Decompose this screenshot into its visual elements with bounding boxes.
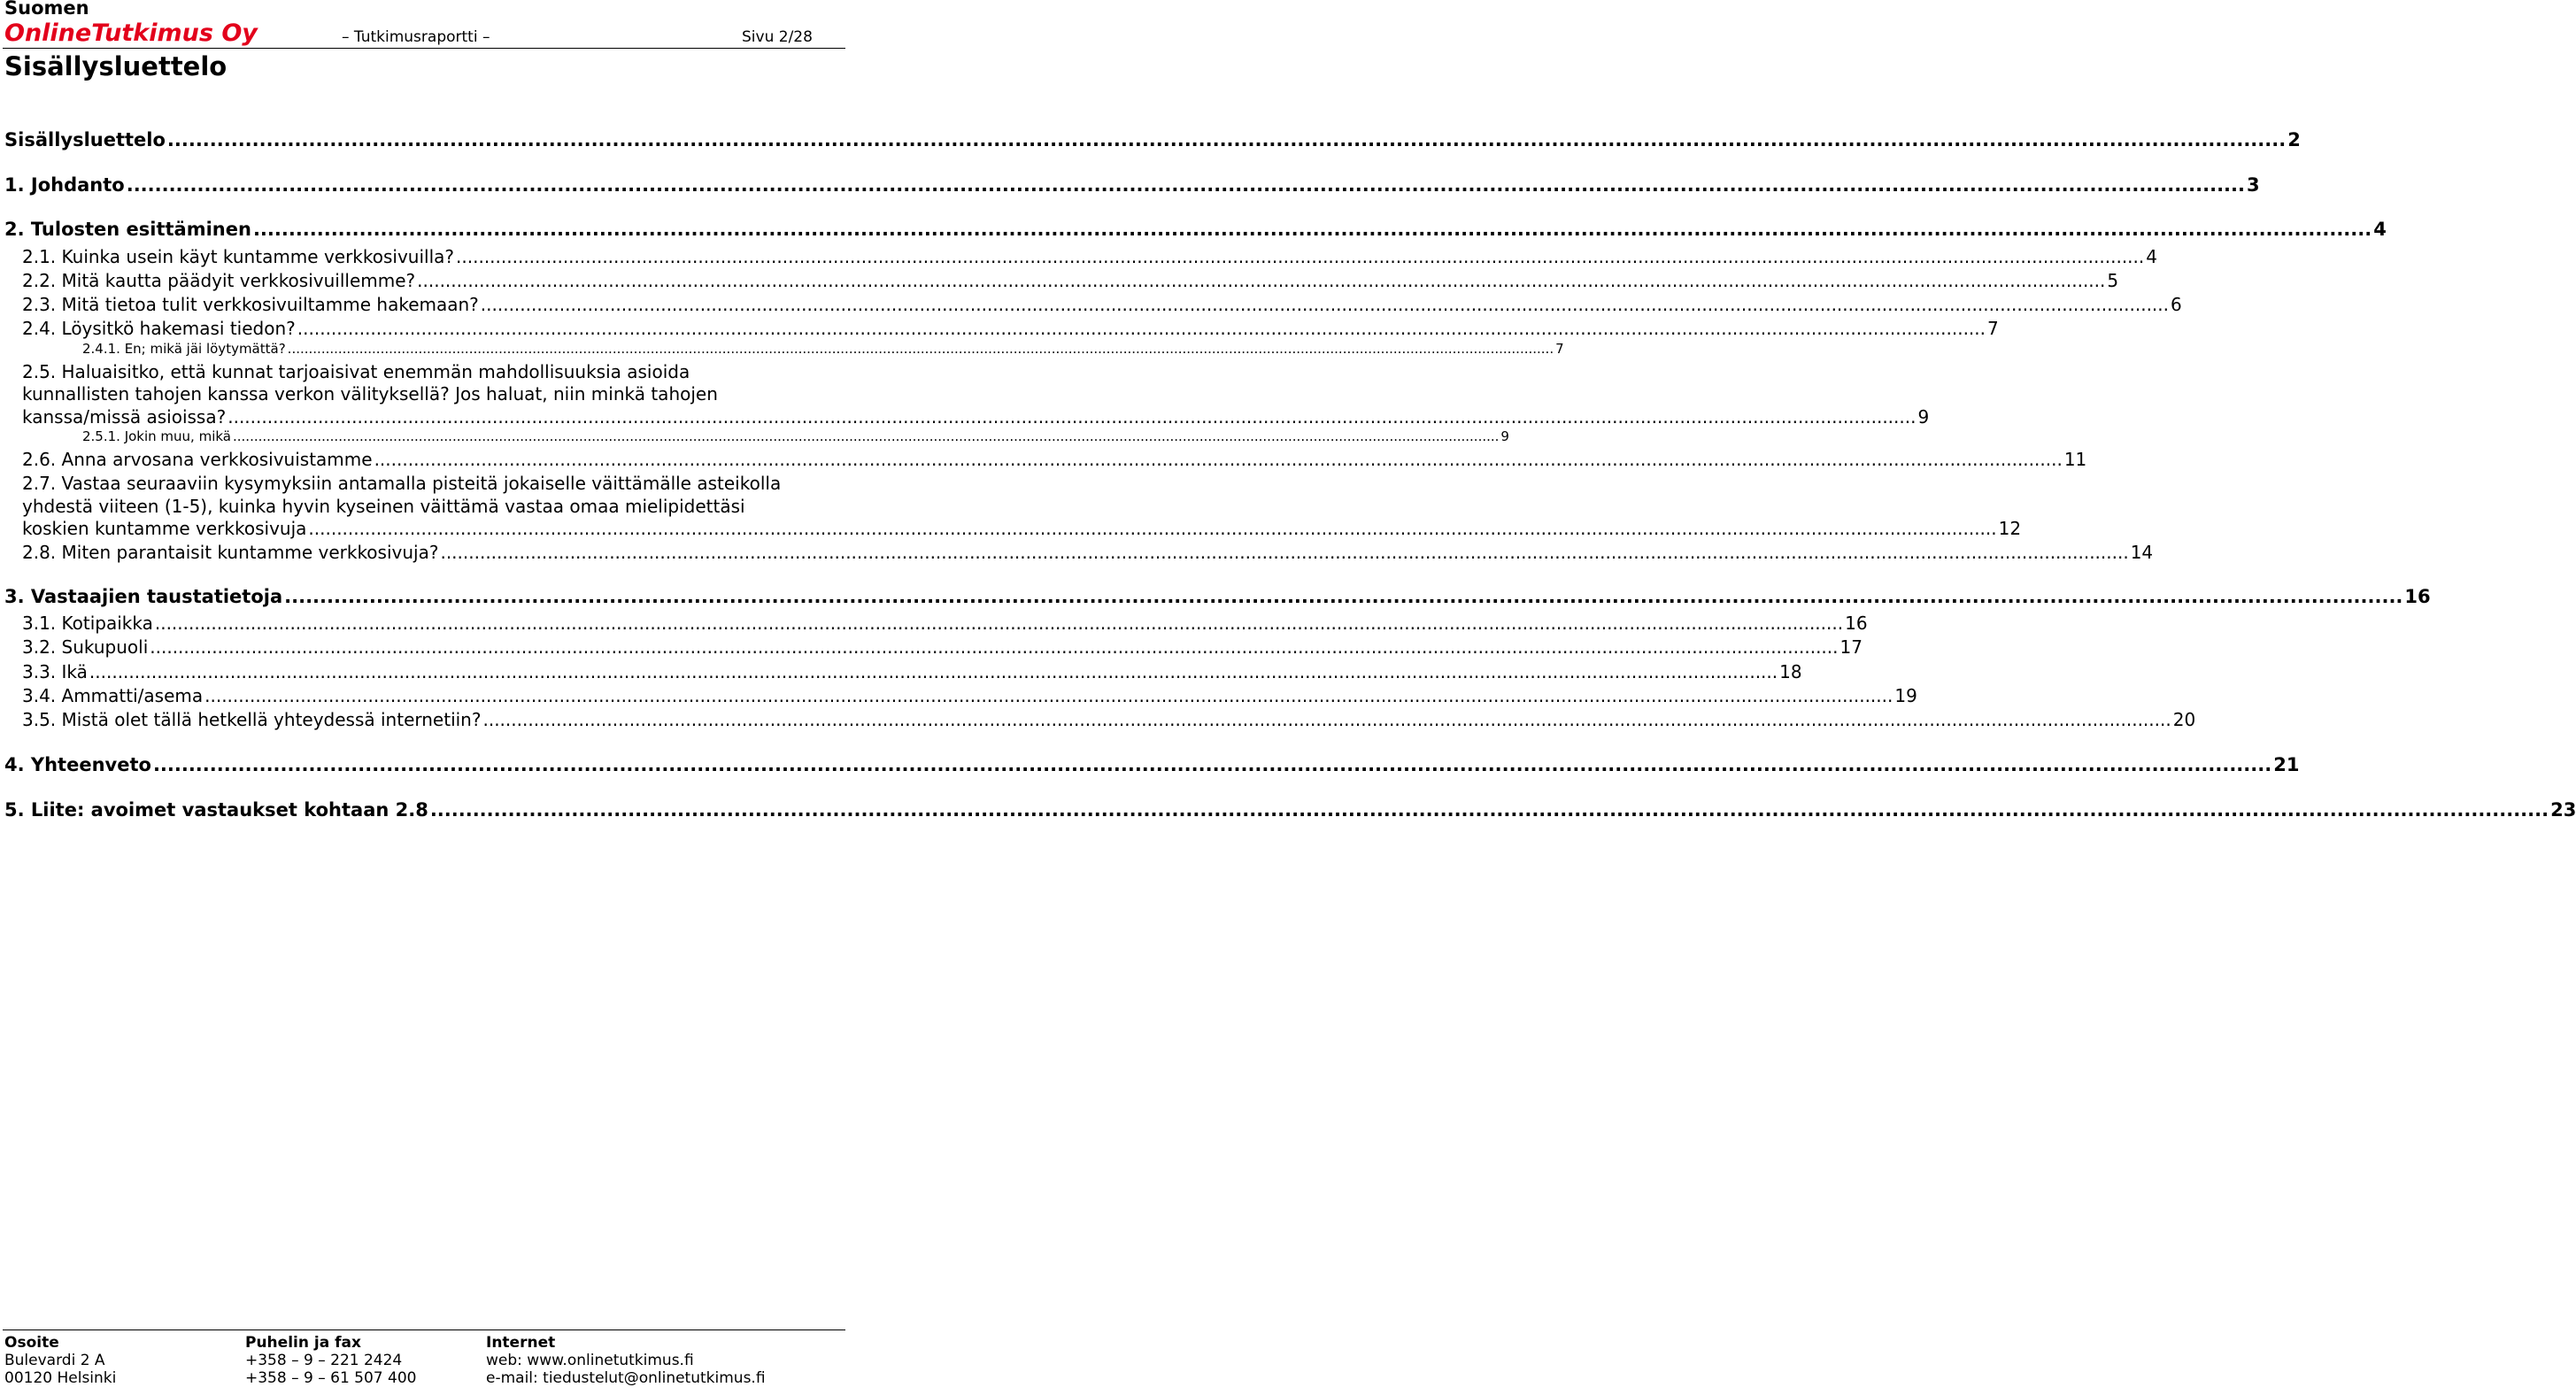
toc-entry-title: 3. Vastaajien taustatietoja (4, 586, 283, 607)
toc-entry-title-line1[interactable]: 2.7. Vastaa seuraaviin kysymyksiin antamalla pisteitä jokaiselle väittämälle asteikolla (22, 473, 782, 494)
toc-entry-title: 2.4. Löysitkö hakemasi tiedon? (22, 318, 296, 339)
toc-entry-page: 3 (2246, 174, 2260, 196)
footer-divider (3, 1329, 845, 1330)
toc-entry[interactable] (4, 586, 2431, 607)
toc-leader-dots: ............................................................................................................................................................................................................................................................................................................ (287, 341, 1554, 357)
toc-entry-title: 2. Tulosten esittäminen (4, 219, 251, 240)
toc-leader-dots: ............................................................................................................................................................................................................................................................................................................ (482, 709, 2171, 730)
toc-entry[interactable] (22, 449, 2087, 470)
toc-entry[interactable] (4, 219, 2387, 240)
toc-leader-dots: ............................................................................................................................................................................................................................................................................................................ (89, 661, 1778, 682)
toc-entry-title: 3.5. Mistä olet tällä hetkellä yhteydessä internetiin? (22, 709, 482, 730)
toc-leader-dots: ............................................................................................................................................................................................................................................................................................................ (374, 449, 2063, 470)
toc-leader-dots: ............................................................................................................................................................................................................................................................................................................ (233, 428, 1500, 444)
toc-entry-page: 7 (1555, 341, 1564, 357)
toc-entry-page: 6 (2171, 294, 2182, 315)
toc-leader-dots: ............................................................................................................................................................................................................................................................................................................ (480, 294, 2170, 315)
toc-entry-title: 2.3. Mitä tietoa tulit verkkosivuiltamme hakemaan? (22, 294, 479, 315)
toc-entry-title-line3: kanssa/missä asioissa? (22, 406, 227, 428)
footer-email-link[interactable]: e-mail: tiedustelut@onlinetutkimus.fi (486, 1369, 766, 1387)
footer-address-city: 00120 Helsinki (4, 1369, 117, 1387)
toc-entry-title: Sisällysluettelo (4, 129, 166, 150)
toc-entry[interactable] (22, 294, 2182, 315)
toc-entry[interactable] (22, 270, 2119, 291)
toc-entry-page: 2 (2287, 129, 2301, 150)
toc-entry[interactable] (22, 246, 2157, 267)
toc-entry-page: 16 (1845, 613, 1868, 634)
toc-entry-page: 4 (2146, 246, 2157, 267)
toc-leader-dots: ............................................................................................................................................................................................................................................................................................................ (154, 613, 1844, 634)
footer-phone-heading: Puhelin ja fax (245, 1334, 361, 1352)
toc-entry-page: 11 (2063, 449, 2087, 470)
toc-entry-page: 21 (2273, 754, 2300, 775)
toc-entry-title: 3.1. Kotipaikka (22, 613, 153, 634)
toc-entry[interactable] (22, 709, 2196, 730)
toc-entry[interactable] (22, 518, 2022, 539)
toc-leader-dots: ............................................................................................................................................................................................................................................................................................................ (150, 636, 1839, 658)
toc-entry-page: 14 (2130, 542, 2154, 563)
toc-entry[interactable] (82, 428, 1509, 444)
toc-entry-title: 1. Johdanto (4, 174, 125, 196)
company-name-line1: Suomen (4, 0, 89, 19)
toc-entry-title: 3.4. Ammatti/asema (22, 685, 204, 706)
toc-entry-title: 2.2. Mitä kautta päädyit verkkosivuillemme? (22, 270, 416, 291)
toc-entry-title: 3.2. Sukupuoli (22, 636, 149, 658)
footer-phone-number: +358 – 9 – 221 2424 (245, 1352, 403, 1369)
footer-address (4, 1334, 116, 1387)
toc-leader-dots: ............................................................................................................................................................................................................................................................................................................ (297, 318, 1986, 339)
toc-leader-dots: ............................................................................................................................................................................................................................................................................................................ (228, 406, 1917, 428)
footer-web-link[interactable]: web: www.onlinetutkimus.fi (486, 1352, 694, 1369)
toc-entry[interactable] (22, 636, 1863, 658)
toc-entry-page: 5 (2107, 270, 2119, 291)
toc-entry-title: 4. Yhteenveto (4, 754, 151, 775)
toc-leader-dots: ............................................................................................................................................................................................................................................................................................................ (204, 685, 1893, 706)
toc-entry[interactable] (22, 406, 1930, 428)
toc-leader-dots: ............................................................................................................................................................................................................................................................................................................ (126, 174, 2245, 196)
header-divider (3, 48, 845, 49)
toc-leader-dots: ............................................................................................................................................................................................................................................................................................................ (308, 518, 1997, 539)
toc-entry-page: 9 (1500, 428, 1509, 444)
page-title: Sisällysluettelo (4, 51, 228, 81)
toc-leader-dots: ............................................................................................................................................................................................................................................................................................................ (429, 799, 2549, 821)
toc-entry-page: 4 (2373, 219, 2387, 240)
toc-entry[interactable] (4, 174, 2260, 196)
toc-entry-title: 2.8. Miten parantaisit kuntamme verkkosivuja? (22, 542, 439, 563)
toc-entry-page: 17 (1839, 636, 1863, 658)
toc-entry-page: 19 (1894, 685, 1917, 706)
toc-entry-title: 3.3. Ikä (22, 661, 88, 682)
toc-leader-dots: ............................................................................................................................................................................................................................................................................................................ (166, 129, 2287, 150)
document-type: – Tutkimusraportti – (342, 28, 490, 46)
toc-entry[interactable] (22, 542, 2154, 563)
toc-entry-title-line2[interactable]: kunnallisten tahojen kanssa verkon välityksellä? Jos haluat, niin minkä tahojen (22, 383, 718, 405)
toc-entry-page: 16 (2404, 586, 2431, 607)
toc-entry-page: 23 (2550, 799, 2576, 821)
toc-entry[interactable] (22, 318, 1999, 339)
toc-leader-dots: ............................................................................................................................................................................................................................................................................................................ (152, 754, 2272, 775)
footer-fax-number: +358 – 9 – 61 507 400 (245, 1369, 417, 1387)
toc-leader-dots: ............................................................................................................................................................................................................................................................................................................ (284, 586, 2403, 607)
toc-entry[interactable] (4, 754, 2300, 775)
footer-address-street: Bulevardi 2 A (4, 1352, 105, 1369)
company-name-logo: OnlineTutkimus Oy (4, 19, 258, 47)
toc-entry-page: 20 (2172, 709, 2196, 730)
footer-internet (486, 1334, 766, 1387)
toc-entry[interactable] (82, 341, 1564, 357)
toc-leader-dots: ............................................................................................................................................................................................................................................................................................................ (417, 270, 2106, 291)
toc-leader-dots: ............................................................................................................................................................................................................................................................................................................ (456, 246, 2145, 267)
footer-internet-heading: Internet (486, 1334, 556, 1352)
page-number: Sivu 2/28 (742, 28, 813, 46)
footer-address-heading: Osoite (4, 1334, 59, 1352)
toc-leader-dots: ............................................................................................................................................................................................................................................................................................................ (252, 219, 2372, 240)
toc-entry[interactable] (22, 613, 1868, 634)
toc-entry[interactable] (4, 129, 2301, 150)
toc-entry-page: 7 (1987, 318, 1999, 339)
toc-entry-title-line3: koskien kuntamme verkkosivuja (22, 518, 307, 539)
toc-entry[interactable] (4, 799, 2576, 821)
toc-entry-page: 9 (1917, 406, 1930, 428)
toc-entry-page: 18 (1779, 661, 1802, 682)
footer-phone (245, 1334, 416, 1387)
toc-entry-title-line2[interactable]: yhdestä viiteen (1-5), kuinka hyvin kyseinen väittämä vastaa omaa mielipidettäsi (22, 496, 745, 517)
toc-leader-dots: ............................................................................................................................................................................................................................................................................................................ (440, 542, 2129, 563)
toc-entry-title: 2.6. Anna arvosana verkkosivuistamme (22, 449, 373, 470)
toc-entry-title: 2.4.1. En; mikä jäi löytymättä? (82, 341, 286, 357)
toc-entry-title: 5. Liite: avoimet vastaukset kohtaan 2.8 (4, 799, 428, 821)
toc-entry[interactable] (22, 685, 1917, 706)
toc-entry-title: 2.1. Kuinka usein käyt kuntamme verkkosivuilla? (22, 246, 455, 267)
toc-entry[interactable] (22, 661, 1802, 682)
toc-entry-title-line1[interactable]: 2.5. Haluaisitko, että kunnat tarjoaisivat enemmän mahdollisuuksia asioida (22, 361, 690, 382)
toc-entry-page: 12 (1998, 518, 2022, 539)
toc-entry-title: 2.5.1. Jokin muu, mikä (82, 428, 231, 444)
